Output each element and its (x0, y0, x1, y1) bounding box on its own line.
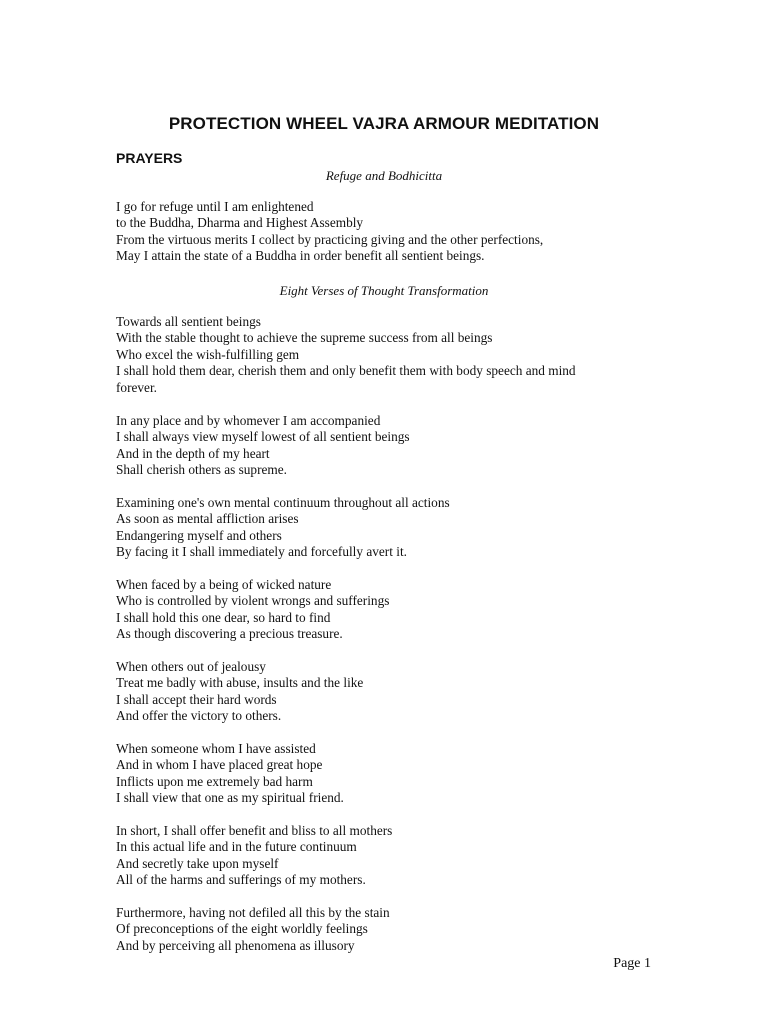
stanza-line: Inflicts upon me extremely bad harm (116, 773, 313, 789)
stanza-line: forever. (116, 379, 157, 395)
stanza-line: Of preconceptions of the eight worldly feelings (116, 921, 368, 937)
stanza-line: to the Buddha, Dharma and Highest Assembly (116, 215, 364, 231)
stanza-line: When others out of jealousy (116, 659, 266, 674)
verse-7 (116, 823, 636, 889)
stanza-line: When faced by a being of wicked nature (116, 577, 332, 592)
stanza-line: Examining one's own mental continuum throughout all actions (116, 495, 450, 510)
stanza-line: Shall cherish others as supreme. (116, 462, 287, 478)
verse-2 (116, 413, 636, 479)
stanza-line: I shall view that one as my spiritual friend. (116, 790, 344, 806)
stanza-line: In short, I shall offer benefit and bliss to all mothers (116, 823, 393, 838)
stanza-line: I go for refuge until I am enlightened (116, 199, 314, 214)
stanza-line: May I attain the state of a Buddha in order benefit all sentient beings. (116, 248, 485, 264)
verse-3 (116, 495, 636, 561)
verse-4 (116, 577, 636, 643)
stanza-line: With the stable thought to achieve the supreme success from all beings (116, 330, 493, 346)
stanza-line: From the virtuous merits I collect by practicing giving and the other perfections, (116, 231, 544, 247)
page-number: Page 1 (613, 956, 651, 971)
stanza-line: I shall hold this one dear, so hard to find (116, 609, 331, 625)
subheading-refuge: Refuge and Bodhicitta (325, 168, 443, 183)
stanza-line: I shall always view myself lowest of all sentient beings (116, 429, 410, 445)
stanza-line: And by perceiving all phenomena as illusory (116, 937, 355, 953)
document-title: PROTECTION WHEEL VAJRA ARMOUR MEDITATION (168, 114, 600, 133)
section-heading: PRAYERS (116, 150, 183, 166)
verse-5 (116, 659, 636, 725)
stanza-line: When someone whom I have assisted (116, 741, 316, 756)
stanza-line: Treat me badly with abuse, insults and the like (116, 675, 364, 691)
stanza-line: Who excel the wish-fulfilling gem (116, 346, 300, 362)
subheading-eight-verses: Eight Verses of Thought Transformation (279, 283, 489, 298)
stanza-line: By facing it I shall immediately and forcefully avert it. (116, 544, 407, 560)
stanza-line: As soon as mental affliction arises (116, 511, 299, 527)
stanza-line: As though discovering a precious treasure. (116, 626, 343, 642)
stanza-line: And in whom I have placed great hope (116, 757, 323, 773)
stanza-line: And in the depth of my heart (116, 445, 270, 461)
stanza-line: I shall accept their hard words (116, 691, 277, 707)
stanza-line: In this actual life and in the future continuum (116, 839, 357, 855)
stanza-line: Endangering myself and others (116, 527, 282, 543)
stanza-refuge (116, 199, 636, 265)
stanza-line: I shall hold them dear, cherish them and only benefit them with body speech and mind (116, 363, 576, 379)
verse-1 (116, 314, 636, 396)
stanza-line: In any place and by whomever I am accompanied (116, 413, 381, 428)
verse-8 (116, 905, 636, 954)
verse-6 (116, 741, 636, 807)
stanza-line: Who is controlled by violent wrongs and sufferings (116, 593, 390, 609)
stanza-line: Towards all sentient beings (116, 314, 261, 329)
stanza-line: And offer the victory to others. (116, 708, 282, 724)
stanza-line: All of the harms and sufferings of my mothers. (116, 872, 366, 888)
stanza-line: Furthermore, having not defiled all this by the stain (116, 905, 390, 920)
stanza-line: And secretly take upon myself (116, 855, 279, 871)
